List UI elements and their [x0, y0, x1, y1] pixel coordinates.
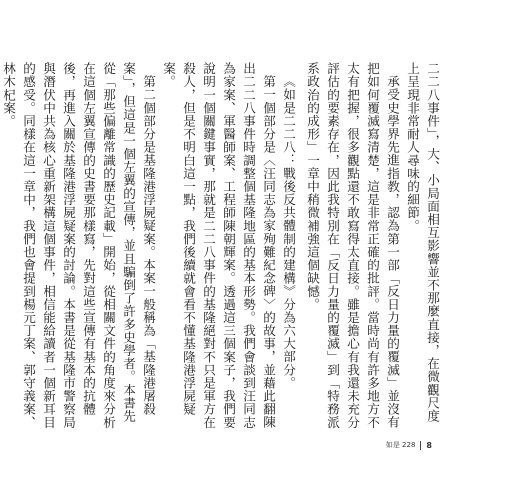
paragraph-1: 二二八事件」，大、小局面相互影響並不那麼直接，在微觀尺度上呈現非常耐人尋味的細節。 [405, 62, 440, 423]
body-text [0, 62, 442, 430]
running-title: 如是 228 [385, 441, 416, 449]
paragraph-2: 承受史學界先進指教，認為第一部「反日力量的覆滅」並沒有把如何覆滅寫清楚，這是非常正確的批評。當時尚有許多地方不太有把握，很多觀點還不敢寫得太直接。雖是擔心有我還未充分評估的要素存在，因此我特別在「反日力量的覆滅」到「特務派系政治的成形」一章中稍微補強這個缺憾。 [305, 62, 400, 429]
footer-divider [420, 441, 421, 450]
paragraph-5: 第二個部分是基隆港浮屍疑案。本案一般稱為「基隆港屠殺案」，但這是一個左翼的宣傳，並且騙倒了許多史學者。本書先從「那些偏離常識的歷史記載」開始，從相關文件的角度來分析在這個左翼宣傳的史書要那樣寫，先對這些宣傳有基本的抗體後，再進入關於基隆港浮屍疑案的討論。本書是從基隆市警察局與潛伏中共為核心重新架構這個事件，相信能給讀者一個新耳目的感受。同樣在這一章中，我們也會提到楊元丁案、郭守義案、林木杞案。 [1, 62, 156, 429]
paragraph-4: 第一個部分是〈汪同志為家殉難紀念碑〉的故事，並藉此翻陳出二二八事件時調整個基隆地區的基本形勢。我們會談到汪同志為家案、軍醫師案、工程師陳朝輝案。透過這三個案子，我們要說明一個關鍵事實，那就是二二八事件的基隆絕對不只是軍方在殺人，但是不明白這一點，我們後續就會看不懂基隆港浮屍疑案。 [161, 62, 276, 429]
page-footer [386, 440, 432, 450]
paragraph-3: 《如是二二八：戰後反共體制的建構》分為六大部分。 [281, 74, 296, 389]
page-number: 8 [426, 440, 432, 450]
